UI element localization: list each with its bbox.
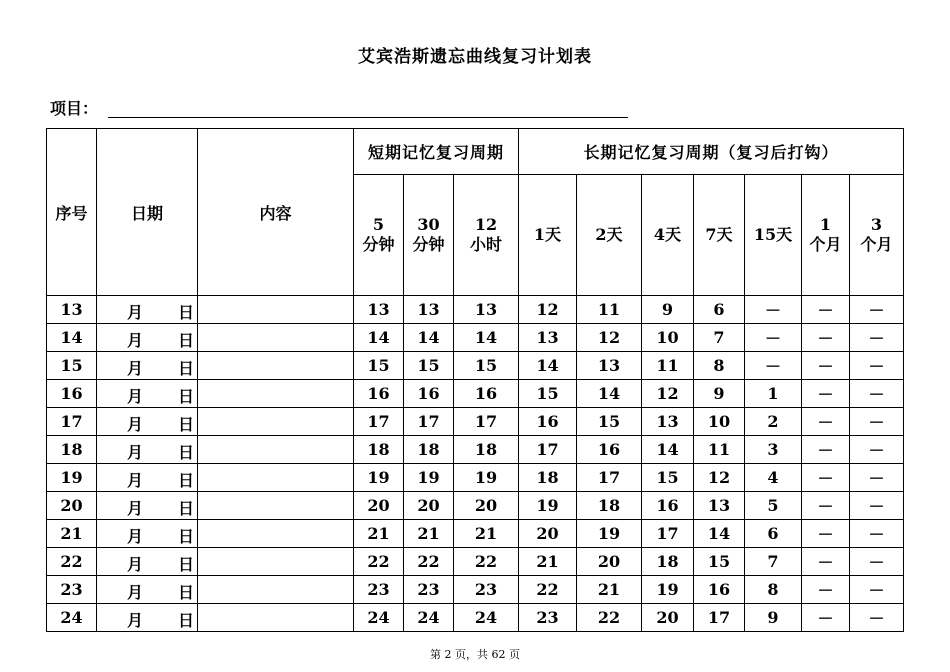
seq-cell: 24 xyxy=(47,604,97,632)
day-label: 日 xyxy=(178,527,195,546)
long-review-cell[interactable]: － xyxy=(850,352,904,380)
long-review-cell[interactable]: 13 xyxy=(519,324,577,352)
subheader-interval-8 xyxy=(802,175,850,296)
long-review-cell[interactable]: 10 xyxy=(642,324,694,352)
long-review-cell[interactable]: － xyxy=(850,436,904,464)
interval-top: 1 xyxy=(819,215,832,234)
date-cell[interactable] xyxy=(97,408,198,436)
project-input-line[interactable] xyxy=(108,117,628,118)
long-review-cell[interactable]: 5 xyxy=(745,492,802,520)
long-review-cell[interactable]: － xyxy=(802,436,850,464)
long-review-cell[interactable]: 9 xyxy=(642,296,694,324)
day-label: 日 xyxy=(178,331,195,350)
long-review-cell[interactable]: － xyxy=(850,520,904,548)
long-review-cell[interactable]: 12 xyxy=(519,296,577,324)
interval-bottom: 小时 xyxy=(469,235,502,254)
table-row xyxy=(47,436,904,464)
short-review-cell[interactable]: 15 xyxy=(354,352,404,380)
month-label: 月 xyxy=(127,583,144,602)
long-review-cell[interactable]: 8 xyxy=(694,352,745,380)
seq-cell: 17 xyxy=(47,408,97,436)
content-cell[interactable] xyxy=(198,380,354,408)
long-review-cell[interactable]: 22 xyxy=(519,576,577,604)
long-review-cell[interactable]: 15 xyxy=(642,464,694,492)
interval-bottom: 分钟 xyxy=(362,235,395,254)
day-label: 日 xyxy=(178,359,195,378)
long-review-cell[interactable]: 18 xyxy=(577,492,642,520)
seq-cell: 20 xyxy=(47,492,97,520)
subheader-interval-2 xyxy=(454,175,519,296)
content-cell[interactable] xyxy=(198,408,354,436)
long-review-cell[interactable]: 7 xyxy=(745,548,802,576)
short-review-cell[interactable]: 24 xyxy=(354,604,404,632)
short-review-cell[interactable]: 22 xyxy=(404,548,454,576)
long-review-cell[interactable]: 16 xyxy=(577,436,642,464)
long-review-cell[interactable]: 12 xyxy=(694,464,745,492)
table-row xyxy=(47,520,904,548)
content-cell[interactable] xyxy=(198,548,354,576)
long-review-cell[interactable]: 14 xyxy=(519,352,577,380)
short-review-cell[interactable]: 13 xyxy=(404,296,454,324)
short-review-cell[interactable]: 18 xyxy=(354,436,404,464)
interval-bottom: 个月 xyxy=(860,235,893,254)
long-review-cell[interactable]: － xyxy=(850,324,904,352)
long-review-cell[interactable]: － xyxy=(850,380,904,408)
long-review-cell[interactable]: 16 xyxy=(642,492,694,520)
date-cell[interactable] xyxy=(97,520,198,548)
long-review-cell[interactable]: 8 xyxy=(745,576,802,604)
interval-top: 2天 xyxy=(595,225,623,244)
short-review-cell[interactable]: 19 xyxy=(404,464,454,492)
long-review-cell[interactable]: － xyxy=(802,380,850,408)
short-review-cell[interactable]: 24 xyxy=(404,604,454,632)
short-review-cell[interactable]: 15 xyxy=(454,352,519,380)
short-review-cell[interactable]: 21 xyxy=(354,520,404,548)
interval-bottom: 个月 xyxy=(809,235,842,254)
date-cell[interactable] xyxy=(97,548,198,576)
page-footer: 第 2 页，共 62 页 xyxy=(430,648,520,661)
long-review-cell[interactable]: 1 xyxy=(745,380,802,408)
short-review-cell[interactable]: 21 xyxy=(454,520,519,548)
interval-top: 7天 xyxy=(705,225,733,244)
month-label: 月 xyxy=(127,415,144,434)
date-cell[interactable] xyxy=(97,436,198,464)
seq-cell: 14 xyxy=(47,324,97,352)
long-review-cell[interactable]: 20 xyxy=(519,520,577,548)
interval-top: 3 xyxy=(870,215,883,234)
long-review-cell[interactable]: － xyxy=(802,520,850,548)
date-cell[interactable] xyxy=(97,604,198,632)
short-review-cell[interactable]: 22 xyxy=(354,548,404,576)
day-label: 日 xyxy=(178,415,195,434)
short-review-cell[interactable]: 18 xyxy=(454,436,519,464)
long-review-cell[interactable]: － xyxy=(802,408,850,436)
long-review-cell[interactable]: 12 xyxy=(577,324,642,352)
content-cell[interactable] xyxy=(198,492,354,520)
short-review-cell[interactable]: 19 xyxy=(454,464,519,492)
long-review-cell[interactable]: 19 xyxy=(642,576,694,604)
long-review-cell[interactable]: 11 xyxy=(642,352,694,380)
month-label: 月 xyxy=(127,527,144,546)
short-review-cell[interactable]: 16 xyxy=(404,380,454,408)
long-review-cell[interactable]: 6 xyxy=(745,520,802,548)
project-label: 项目： xyxy=(50,99,99,118)
long-review-cell[interactable]: 18 xyxy=(519,464,577,492)
long-review-cell[interactable]: 17 xyxy=(694,604,745,632)
long-review-cell[interactable]: － xyxy=(802,492,850,520)
table-row xyxy=(47,492,904,520)
header-content: 内容 xyxy=(198,129,354,296)
short-review-cell[interactable]: 20 xyxy=(354,492,404,520)
short-review-cell[interactable]: 23 xyxy=(354,576,404,604)
long-review-cell[interactable]: 20 xyxy=(577,548,642,576)
long-review-cell[interactable]: 2 xyxy=(745,408,802,436)
short-review-cell[interactable]: 18 xyxy=(404,436,454,464)
date-cell[interactable] xyxy=(97,324,198,352)
long-review-cell[interactable]: 3 xyxy=(745,436,802,464)
content-cell[interactable] xyxy=(198,576,354,604)
long-review-cell[interactable]: － xyxy=(850,604,904,632)
long-review-cell[interactable]: 17 xyxy=(519,436,577,464)
table-row xyxy=(47,576,904,604)
long-review-cell[interactable]: 11 xyxy=(694,436,745,464)
page-title: 艾宾浩斯遗忘曲线复习计划表 xyxy=(358,47,592,67)
short-review-cell[interactable]: 13 xyxy=(354,296,404,324)
content-cell[interactable] xyxy=(198,604,354,632)
header-long-term: 长期记忆复习周期（复习后打钩） xyxy=(519,129,904,175)
long-review-cell[interactable]: － xyxy=(802,576,850,604)
header-seq: 序号 xyxy=(47,129,97,296)
seq-cell: 13 xyxy=(47,296,97,324)
long-review-cell[interactable]: － xyxy=(745,324,802,352)
short-review-cell[interactable]: 23 xyxy=(454,576,519,604)
seq-cell: 23 xyxy=(47,576,97,604)
interval-bottom: 分钟 xyxy=(412,235,445,254)
content-cell[interactable] xyxy=(198,296,354,324)
long-review-cell[interactable]: － xyxy=(850,464,904,492)
long-review-cell[interactable]: 17 xyxy=(577,464,642,492)
seq-cell: 19 xyxy=(47,464,97,492)
table-row xyxy=(47,408,904,436)
long-review-cell[interactable]: 13 xyxy=(694,492,745,520)
seq-cell: 16 xyxy=(47,380,97,408)
subheader-interval-1 xyxy=(404,175,454,296)
long-review-cell[interactable]: 14 xyxy=(642,436,694,464)
long-review-cell[interactable]: 13 xyxy=(642,408,694,436)
table-row xyxy=(47,296,904,324)
content-cell[interactable] xyxy=(198,520,354,548)
interval-top: 15天 xyxy=(753,225,793,244)
table-row xyxy=(47,380,904,408)
long-review-cell[interactable]: 16 xyxy=(694,576,745,604)
month-label: 月 xyxy=(127,611,144,630)
long-review-cell[interactable]: － xyxy=(745,352,802,380)
day-label: 日 xyxy=(178,555,195,574)
long-review-cell[interactable]: 17 xyxy=(642,520,694,548)
long-review-cell[interactable]: 14 xyxy=(577,380,642,408)
short-review-cell[interactable]: 23 xyxy=(404,576,454,604)
date-cell[interactable] xyxy=(97,464,198,492)
short-review-cell[interactable]: 17 xyxy=(404,408,454,436)
date-cell[interactable] xyxy=(97,492,198,520)
long-review-cell[interactable]: 20 xyxy=(642,604,694,632)
long-review-cell[interactable]: － xyxy=(802,352,850,380)
date-cell[interactable] xyxy=(97,576,198,604)
month-label: 月 xyxy=(127,499,144,518)
interval-top: 4天 xyxy=(653,225,682,244)
subheader-interval-3 xyxy=(519,175,577,296)
long-review-cell[interactable]: 9 xyxy=(745,604,802,632)
short-review-cell[interactable]: 22 xyxy=(454,548,519,576)
table-row xyxy=(47,352,904,380)
long-review-cell[interactable]: 13 xyxy=(577,352,642,380)
long-review-cell[interactable]: － xyxy=(802,548,850,576)
long-review-cell[interactable]: 23 xyxy=(519,604,577,632)
subheader-interval-9 xyxy=(850,175,904,296)
long-review-cell[interactable]: 21 xyxy=(577,576,642,604)
long-review-cell[interactable]: 18 xyxy=(642,548,694,576)
content-cell[interactable] xyxy=(198,464,354,492)
date-cell[interactable] xyxy=(97,296,198,324)
long-review-cell[interactable]: 15 xyxy=(577,408,642,436)
date-cell[interactable] xyxy=(97,380,198,408)
day-label: 日 xyxy=(178,303,195,322)
table-row xyxy=(47,464,904,492)
subheader-interval-5 xyxy=(642,175,694,296)
short-review-cell[interactable]: 13 xyxy=(454,296,519,324)
day-label: 日 xyxy=(178,471,195,490)
long-review-cell[interactable]: 15 xyxy=(694,548,745,576)
long-review-cell[interactable]: － xyxy=(850,576,904,604)
day-label: 日 xyxy=(178,499,195,518)
seq-cell: 21 xyxy=(47,520,97,548)
long-review-cell[interactable]: 21 xyxy=(519,548,577,576)
long-review-cell[interactable]: 16 xyxy=(519,408,577,436)
interval-top: 12 xyxy=(474,215,498,234)
review-plan-table xyxy=(46,128,904,632)
day-label: 日 xyxy=(178,611,195,630)
seq-cell: 15 xyxy=(47,352,97,380)
seq-cell: 18 xyxy=(47,436,97,464)
interval-top: 30 xyxy=(417,215,440,234)
subheader-interval-0 xyxy=(354,175,404,296)
short-review-cell[interactable]: 14 xyxy=(354,324,404,352)
month-label: 月 xyxy=(127,471,144,490)
long-review-cell[interactable]: 19 xyxy=(577,520,642,548)
short-review-cell[interactable]: 21 xyxy=(404,520,454,548)
content-cell[interactable] xyxy=(198,324,354,352)
long-review-cell[interactable]: － xyxy=(745,296,802,324)
short-review-cell[interactable]: 20 xyxy=(454,492,519,520)
long-review-cell[interactable]: 9 xyxy=(694,380,745,408)
short-review-cell[interactable]: 17 xyxy=(454,408,519,436)
long-review-cell[interactable]: 22 xyxy=(577,604,642,632)
long-review-cell[interactable]: 12 xyxy=(642,380,694,408)
month-label: 月 xyxy=(127,443,144,462)
day-label: 日 xyxy=(178,583,195,602)
short-review-cell[interactable]: 24 xyxy=(454,604,519,632)
month-label: 月 xyxy=(127,331,144,350)
short-review-cell[interactable]: 15 xyxy=(404,352,454,380)
month-label: 月 xyxy=(127,359,144,378)
long-review-cell[interactable]: － xyxy=(850,296,904,324)
header-date: 日期 xyxy=(97,129,198,296)
long-review-cell[interactable]: 15 xyxy=(519,380,577,408)
long-review-cell[interactable]: 11 xyxy=(577,296,642,324)
short-review-cell[interactable]: 17 xyxy=(354,408,404,436)
day-label: 日 xyxy=(178,387,195,406)
long-review-cell[interactable]: 19 xyxy=(519,492,577,520)
long-review-cell[interactable]: － xyxy=(850,492,904,520)
short-review-cell[interactable]: 14 xyxy=(454,324,519,352)
short-review-cell[interactable]: 14 xyxy=(404,324,454,352)
content-cell[interactable] xyxy=(198,352,354,380)
interval-top: 1天 xyxy=(533,225,562,244)
short-review-cell[interactable]: 20 xyxy=(404,492,454,520)
day-label: 日 xyxy=(178,443,195,462)
long-review-cell[interactable]: － xyxy=(850,548,904,576)
long-review-cell[interactable]: － xyxy=(802,296,850,324)
content-cell[interactable] xyxy=(198,436,354,464)
month-label: 月 xyxy=(127,387,144,406)
long-review-cell[interactable]: 14 xyxy=(694,520,745,548)
month-label: 月 xyxy=(127,555,144,574)
interval-top: 5 xyxy=(372,215,385,234)
subheader-interval-7 xyxy=(745,175,802,296)
month-label: 月 xyxy=(127,303,144,322)
long-review-cell[interactable]: 6 xyxy=(694,296,745,324)
table-row xyxy=(47,604,904,632)
short-review-cell[interactable]: 16 xyxy=(454,380,519,408)
long-review-cell[interactable]: 4 xyxy=(745,464,802,492)
short-review-cell[interactable]: 19 xyxy=(354,464,404,492)
long-review-cell[interactable]: 7 xyxy=(694,324,745,352)
long-review-cell[interactable]: － xyxy=(802,324,850,352)
long-review-cell[interactable]: － xyxy=(802,464,850,492)
subheader-interval-6 xyxy=(694,175,745,296)
long-review-cell[interactable]: － xyxy=(850,408,904,436)
date-cell[interactable] xyxy=(97,352,198,380)
table-row xyxy=(47,548,904,576)
table-row xyxy=(47,324,904,352)
subheader-interval-4 xyxy=(577,175,642,296)
long-review-cell[interactable]: 10 xyxy=(694,408,745,436)
header-short-term: 短期记忆复习周期 xyxy=(354,129,519,175)
seq-cell: 22 xyxy=(47,548,97,576)
short-review-cell[interactable]: 16 xyxy=(354,380,404,408)
long-review-cell[interactable]: － xyxy=(802,604,850,632)
